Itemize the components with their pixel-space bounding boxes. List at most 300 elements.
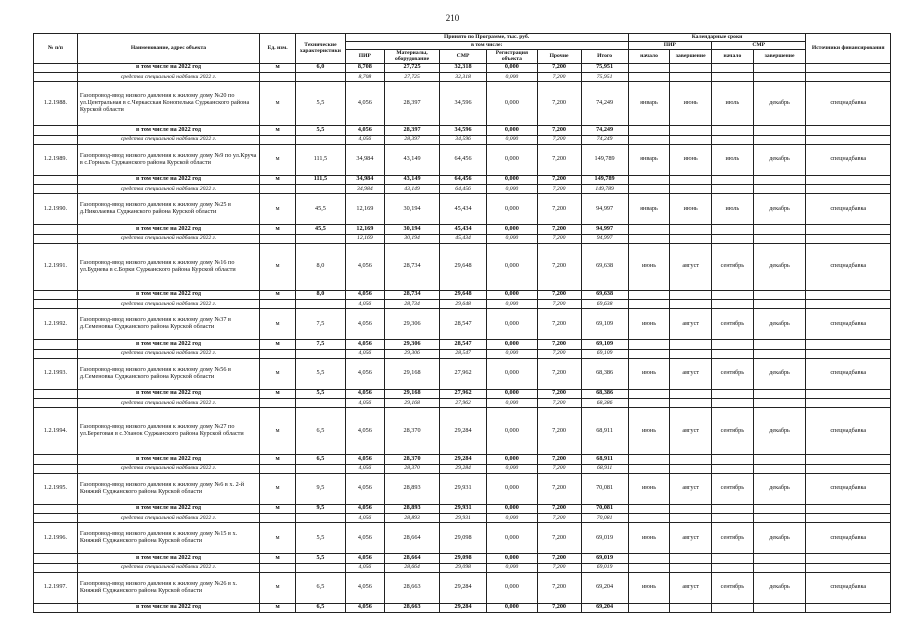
total-cell: 68,386 (581, 399, 628, 408)
tech-cell: 7,5 (296, 340, 345, 350)
special-funds-row (34, 73, 891, 82)
pir-cell: 4,056 (345, 473, 385, 504)
object-id: 1.2.1988. (34, 82, 78, 126)
reg-cell: 0,000 (487, 135, 537, 144)
subtotal-row (34, 554, 891, 564)
pir-cell: 4,056 (345, 340, 385, 350)
special-funds-row (34, 514, 891, 523)
smr-cell: 29,098 (439, 563, 486, 572)
other-cell: 7,200 (537, 399, 581, 408)
empty-cell (753, 563, 806, 572)
row-label: средства специальной надбавки 2022 г. (77, 234, 259, 243)
source-cell: спецнадбавка (806, 144, 891, 175)
reg-cell: 0,000 (487, 399, 537, 408)
smr-end-cell: декабрь (753, 473, 806, 504)
smr-cell: 29,284 (439, 464, 486, 473)
reg-cell: 0,000 (487, 63, 537, 73)
object-row (34, 408, 891, 455)
pir-start-cell: январь (628, 194, 670, 225)
empty-cell (806, 234, 891, 243)
special-funds-row (34, 135, 891, 144)
unit-cell: м (260, 572, 296, 603)
pir-end-cell: август (670, 523, 712, 554)
reg-cell: 0,000 (487, 194, 537, 225)
empty-cell (712, 225, 754, 235)
empty-cell (806, 504, 891, 514)
pir-cell: 4,056 (345, 243, 385, 290)
empty-cell (806, 340, 891, 350)
other-cell: 7,200 (537, 126, 581, 136)
pir-cell: 4,056 (345, 455, 385, 465)
empty-cell (712, 126, 754, 136)
other-cell: 7,200 (537, 300, 581, 309)
unit-cell (260, 135, 296, 144)
object-name: Газопровод-ввод низкого давления к жилому дому №20 по ул.Центральная в с.Черкасская Конопелька Суджанского района Курской области (77, 82, 259, 126)
empty-cell (628, 290, 670, 300)
tech-cell: 5,5 (296, 523, 345, 554)
empty-cell (712, 399, 754, 408)
smr-cell: 32,318 (439, 63, 486, 73)
unit-cell (260, 73, 296, 82)
total-cell: 69,019 (581, 563, 628, 572)
pir-cell: 4,056 (345, 464, 385, 473)
smr-end-cell: декабрь (753, 408, 806, 455)
unit-cell: м (260, 504, 296, 514)
pir-cell: 4,056 (345, 358, 385, 389)
total-cell: 69,204 (581, 603, 628, 613)
object-id: 1.2.1991. (34, 243, 78, 290)
header-materials: Материалы, оборудование (385, 50, 440, 64)
empty-cell (670, 514, 712, 523)
empty-cell (628, 340, 670, 350)
smr-end-cell: декабрь (753, 144, 806, 175)
pir-start-cell: июнь (628, 309, 670, 340)
pir-cell: 4,056 (345, 82, 385, 126)
smr-end-cell: декабрь (753, 523, 806, 554)
empty-cell (712, 603, 754, 613)
num-cell (34, 340, 78, 350)
tech-cell (296, 349, 345, 358)
empty-cell (670, 225, 712, 235)
subtotal-row (34, 455, 891, 465)
pir-start-cell: июнь (628, 408, 670, 455)
subtotal-row (34, 504, 891, 514)
header-pir: ПИР (345, 50, 385, 64)
mat-cell: 29,168 (385, 358, 440, 389)
unit-cell: м (260, 225, 296, 235)
empty-cell (753, 73, 806, 82)
reg-cell: 0,000 (487, 340, 537, 350)
header-smr: СМР (439, 50, 486, 64)
other-cell: 7,200 (537, 349, 581, 358)
total-cell: 70,081 (581, 504, 628, 514)
empty-cell (712, 63, 754, 73)
empty-cell (806, 73, 891, 82)
unit-cell: м (260, 340, 296, 350)
smr-cell: 29,931 (439, 473, 486, 504)
empty-cell (712, 135, 754, 144)
row-label: в том числе на 2022 год (77, 554, 259, 564)
subtotal-row (34, 340, 891, 350)
empty-cell (628, 349, 670, 358)
pir-cell: 4,056 (345, 523, 385, 554)
total-cell: 69,019 (581, 523, 628, 554)
unit-cell (260, 349, 296, 358)
smr-start-cell: сентябрь (712, 572, 754, 603)
pir-start-cell: июнь (628, 473, 670, 504)
reg-cell: 0,000 (487, 563, 537, 572)
tech-cell: 8,0 (296, 243, 345, 290)
total-cell: 70,081 (581, 514, 628, 523)
smr-cell: 28,547 (439, 349, 486, 358)
empty-cell (670, 300, 712, 309)
tech-cell: 5,5 (296, 554, 345, 564)
pir-start-cell: июнь (628, 243, 670, 290)
other-cell: 7,200 (537, 572, 581, 603)
pir-cell: 8,708 (345, 73, 385, 82)
smr-cell: 34,596 (439, 126, 486, 136)
empty-cell (712, 290, 754, 300)
pir-cell: 12,169 (345, 234, 385, 243)
mat-cell: 28,664 (385, 554, 440, 564)
smr-start-cell: сентябрь (712, 473, 754, 504)
pir-end-cell: июнь (670, 194, 712, 225)
row-label: в том числе на 2022 год (77, 225, 259, 235)
empty-cell (806, 464, 891, 473)
other-cell: 7,200 (537, 340, 581, 350)
empty-cell (753, 464, 806, 473)
empty-cell (628, 73, 670, 82)
tech-cell: 111,5 (296, 175, 345, 185)
total-cell: 68,911 (581, 464, 628, 473)
total-cell: 69,109 (581, 349, 628, 358)
pir-end-cell: июнь (670, 82, 712, 126)
num-cell (34, 603, 78, 613)
reg-cell: 0,000 (487, 473, 537, 504)
object-name: Газопровод-ввод низкого давления к жилому дому №25 в д.Николаевка Суджанского района Курской области (77, 194, 259, 225)
tech-cell: 5,5 (296, 358, 345, 389)
special-funds-row (34, 185, 891, 194)
subtotal-row (34, 126, 891, 136)
pir-cell: 4,056 (345, 554, 385, 564)
mat-cell: 28,734 (385, 300, 440, 309)
empty-cell (806, 563, 891, 572)
empty-cell (806, 514, 891, 523)
other-cell: 7,200 (537, 290, 581, 300)
other-cell: 7,200 (537, 554, 581, 564)
reg-cell: 0,000 (487, 185, 537, 194)
mat-cell: 30,194 (385, 234, 440, 243)
empty-cell (628, 399, 670, 408)
row-label: в том числе на 2022 год (77, 63, 259, 73)
pir-end-cell: август (670, 473, 712, 504)
tech-cell: 6,5 (296, 572, 345, 603)
empty-cell (753, 234, 806, 243)
empty-cell (670, 389, 712, 399)
pir-end-cell: август (670, 309, 712, 340)
empty-cell (753, 225, 806, 235)
object-row (34, 358, 891, 389)
num-cell (34, 63, 78, 73)
object-row (34, 309, 891, 340)
total-cell: 69,204 (581, 572, 628, 603)
empty-cell (628, 225, 670, 235)
empty-cell (628, 126, 670, 136)
mat-cell: 27,725 (385, 73, 440, 82)
num-cell (34, 563, 78, 572)
subtotal-row (34, 63, 891, 73)
tech-cell: 6,0 (296, 63, 345, 73)
reg-cell: 0,000 (487, 126, 537, 136)
empty-cell (628, 135, 670, 144)
header-smr-end: завершение (753, 50, 806, 64)
header-pir-end: завершение (670, 50, 712, 64)
mat-cell: 29,306 (385, 349, 440, 358)
total-cell: 75,951 (581, 63, 628, 73)
empty-cell (670, 455, 712, 465)
smr-cell: 29,284 (439, 455, 486, 465)
header-funding-group: Принято по Программе, тыс. руб. (345, 34, 628, 42)
reg-cell: 0,000 (487, 464, 537, 473)
smr-cell: 45,434 (439, 234, 486, 243)
empty-cell (628, 185, 670, 194)
empty-cell (712, 514, 754, 523)
header-other: Прочие (537, 50, 581, 64)
other-cell: 7,200 (537, 185, 581, 194)
mat-cell: 30,194 (385, 225, 440, 235)
smr-start-cell: июль (712, 144, 754, 175)
object-row (34, 243, 891, 290)
mat-cell: 43,149 (385, 185, 440, 194)
header-registration: Регистрация объекта (487, 50, 537, 64)
mat-cell: 28,893 (385, 504, 440, 514)
row-label: средства специальной надбавки 2022 г. (77, 464, 259, 473)
row-label: средства специальной надбавки 2022 г. (77, 185, 259, 194)
empty-cell (806, 554, 891, 564)
page-number: 210 (445, 13, 460, 23)
pir-cell: 12,169 (345, 194, 385, 225)
empty-cell (628, 175, 670, 185)
tech-cell (296, 300, 345, 309)
num-cell (34, 389, 78, 399)
pir-cell: 4,056 (345, 349, 385, 358)
num-cell (34, 300, 78, 309)
other-cell: 7,200 (537, 63, 581, 73)
special-funds-row (34, 399, 891, 408)
reg-cell: 0,000 (487, 234, 537, 243)
smr-cell: 29,098 (439, 523, 486, 554)
empty-cell (806, 175, 891, 185)
row-label: в том числе на 2022 год (77, 290, 259, 300)
unit-cell: м (260, 309, 296, 340)
empty-cell (806, 225, 891, 235)
subtotal-row (34, 290, 891, 300)
empty-cell (628, 234, 670, 243)
empty-cell (712, 554, 754, 564)
unit-cell: м (260, 63, 296, 73)
total-cell: 70,081 (581, 473, 628, 504)
pir-cell: 4,056 (345, 300, 385, 309)
empty-cell (670, 464, 712, 473)
subtotal-row (34, 603, 891, 613)
row-label: средства специальной надбавки 2022 г. (77, 399, 259, 408)
tech-cell: 8,0 (296, 290, 345, 300)
unit-cell (260, 514, 296, 523)
header-smr-start: начало (712, 50, 754, 64)
header-unit: Ед. изм. (260, 34, 296, 64)
unit-cell: м (260, 175, 296, 185)
object-name: Газопровод-ввод низкого давления к жилому дому №26 в х. Княжий Суджанского района Курской области (77, 572, 259, 603)
empty-cell (712, 234, 754, 243)
object-row (34, 572, 891, 603)
empty-cell (628, 514, 670, 523)
row-label: средства специальной надбавки 2022 г. (77, 563, 259, 572)
smr-cell: 28,547 (439, 340, 486, 350)
tech-cell: 6,5 (296, 603, 345, 613)
reg-cell: 0,000 (487, 603, 537, 613)
reg-cell: 0,000 (487, 572, 537, 603)
unit-cell (260, 185, 296, 194)
pir-end-cell: июнь (670, 144, 712, 175)
num-cell (34, 455, 78, 465)
num-cell (34, 175, 78, 185)
empty-cell (670, 603, 712, 613)
tech-cell: 7,5 (296, 309, 345, 340)
reg-cell: 0,000 (487, 290, 537, 300)
total-cell: 74,249 (581, 82, 628, 126)
header-schedule-group: Календарные сроки (628, 34, 806, 42)
empty-cell (628, 504, 670, 514)
smr-cell: 29,931 (439, 504, 486, 514)
smr-cell: 29,284 (439, 408, 486, 455)
other-cell: 7,200 (537, 243, 581, 290)
reg-cell: 0,000 (487, 82, 537, 126)
unit-cell: м (260, 126, 296, 136)
object-name: Газопровод-ввод низкого давления к жилому дому №16 по ул.Буднева в с.Борки Суджанского района Курской области (77, 243, 259, 290)
empty-cell (753, 185, 806, 194)
empty-cell (806, 399, 891, 408)
pir-end-cell: август (670, 572, 712, 603)
pir-start-cell: январь (628, 82, 670, 126)
empty-cell (712, 185, 754, 194)
object-name: Газопровод-ввод низкого давления к жилому дому №37 в д.Семеновка Суджанского района Курской области (77, 309, 259, 340)
row-label: средства специальной надбавки 2022 г. (77, 73, 259, 82)
total-cell: 94,997 (581, 234, 628, 243)
total-cell: 149,789 (581, 144, 628, 175)
smr-start-cell: июль (712, 194, 754, 225)
mat-cell: 28,893 (385, 514, 440, 523)
object-name: Газопровод-ввод низкого давления к жилому дому №15 в х. Княжий Суджанского района Курской области (77, 523, 259, 554)
unit-cell (260, 563, 296, 572)
smr-cell: 29,648 (439, 290, 486, 300)
header-sched-pir: ПИР (628, 42, 711, 50)
reg-cell: 0,000 (487, 144, 537, 175)
other-cell: 7,200 (537, 225, 581, 235)
reg-cell: 0,000 (487, 73, 537, 82)
mat-cell: 28,397 (385, 126, 440, 136)
object-id: 1.2.1989. (34, 144, 78, 175)
other-cell: 7,200 (537, 563, 581, 572)
empty-cell (670, 554, 712, 564)
reg-cell: 0,000 (487, 175, 537, 185)
pir-cell: 4,056 (345, 126, 385, 136)
object-row (34, 473, 891, 504)
empty-cell (753, 175, 806, 185)
smr-cell: 29,648 (439, 300, 486, 309)
row-label: средства специальной надбавки 2022 г. (77, 300, 259, 309)
row-label: в том числе на 2022 год (77, 175, 259, 185)
unit-cell (260, 399, 296, 408)
total-cell: 69,109 (581, 340, 628, 350)
empty-cell (806, 126, 891, 136)
empty-cell (670, 175, 712, 185)
total-cell: 94,997 (581, 194, 628, 225)
empty-cell (753, 349, 806, 358)
reg-cell: 0,000 (487, 408, 537, 455)
total-cell: 69,019 (581, 554, 628, 564)
empty-cell (670, 340, 712, 350)
empty-cell (753, 290, 806, 300)
reg-cell: 0,000 (487, 455, 537, 465)
reg-cell: 0,000 (487, 309, 537, 340)
unit-cell: м (260, 603, 296, 613)
program-table (33, 33, 891, 613)
mat-cell: 28,663 (385, 572, 440, 603)
smr-cell: 34,596 (439, 82, 486, 126)
pir-cell: 8,708 (345, 63, 385, 73)
empty-cell (806, 290, 891, 300)
empty-cell (806, 135, 891, 144)
num-cell (34, 185, 78, 194)
object-id: 1.2.1992. (34, 309, 78, 340)
empty-cell (712, 389, 754, 399)
empty-cell (670, 563, 712, 572)
unit-cell: м (260, 82, 296, 126)
row-label: средства специальной надбавки 2022 г. (77, 514, 259, 523)
unit-cell: м (260, 144, 296, 175)
source-cell: спецнадбавка (806, 572, 891, 603)
smr-cell: 27,962 (439, 358, 486, 389)
num-cell (34, 464, 78, 473)
other-cell: 7,200 (537, 389, 581, 399)
num-cell (34, 399, 78, 408)
source-cell: спецнадбавка (806, 309, 891, 340)
source-cell: спецнадбавка (806, 243, 891, 290)
empty-cell (628, 300, 670, 309)
unit-cell (260, 300, 296, 309)
table-body (34, 63, 891, 613)
header-source: Источники финансирования (806, 34, 891, 64)
table-header (34, 34, 891, 64)
total-cell: 74,249 (581, 135, 628, 144)
unit-cell: м (260, 523, 296, 554)
empty-cell (628, 554, 670, 564)
empty-cell (753, 300, 806, 309)
empty-cell (806, 349, 891, 358)
smr-start-cell: сентябрь (712, 243, 754, 290)
total-cell: 69,638 (581, 300, 628, 309)
other-cell: 7,200 (537, 234, 581, 243)
object-row (34, 82, 891, 126)
empty-cell (806, 603, 891, 613)
total-cell: 69,109 (581, 309, 628, 340)
special-funds-row (34, 349, 891, 358)
mat-cell: 30,194 (385, 194, 440, 225)
unit-cell: м (260, 194, 296, 225)
other-cell: 7,200 (537, 194, 581, 225)
pir-start-cell: июнь (628, 358, 670, 389)
tech-cell (296, 135, 345, 144)
